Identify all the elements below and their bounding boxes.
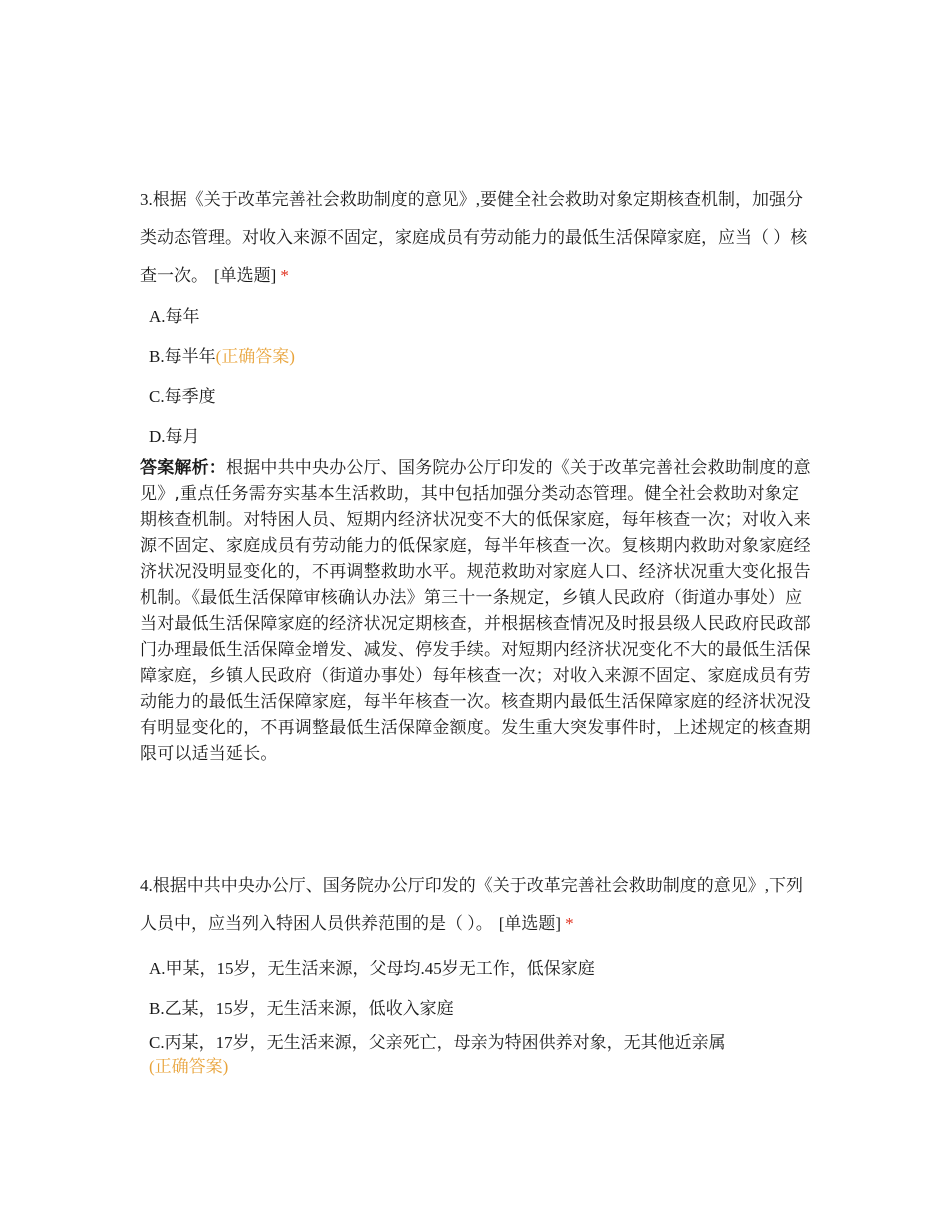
option-c[interactable]: C.每季度 [149,387,216,406]
question-type-label: [单选题] [498,914,562,933]
correct-answer-tag: (正确答案) [215,347,295,366]
answer-analysis [140,455,812,767]
analysis-text: 根据中共中央办公厅、国务院办公厅印发的《关于改革完善社会救助制度的意见》,重点任务需夯实基本生活救助，其中包括加强分类动态管理。健全社会救助对象定期核查机制。对特困人员、短期内经济状况变不大的低保家庭，每年核查一次；对收入来源不固定、家庭成员有劳动能力的低保家庭，每半年核查一次。复核期内救助对象家庭经济状况没明显变化的，不再调整救助水平。规范救助对家庭人口、经济状况重大变化报告机制。《最低生活保障审核确认办法》第三十一条规定，乡镇人民政府（街道办事处）应当对最低生活保障家庭的经济状况定期核查，并根据核查情况及时报县级人民政府民政部门办理最低生活保障金增发、减发、停发手续。对短期内经济状况变化不大的最低生活保障家庭，乡镇人民政府（街道办事处）每年核查一次；对收入来源不固定、家庭成员有劳动能力的最低生活保障家庭，每半年核查一次。核查期内最低生活保障家庭的经济状况没有明显变化的，不再调整最低生活保障金额度。发生重大突发事件时，上述规定的核查期限可以适当延长。 [140,458,811,764]
option-b[interactable]: B.乙某，15岁，无生活来源，低收入家庭 [149,999,454,1018]
question-3 [140,181,810,767]
option-a[interactable]: A.甲某，15岁，无生活来源，父母均.45岁无工作，低保家庭 [149,959,595,978]
question-type-label: [单选题] [214,266,277,285]
option-b[interactable]: B.每半年(正确答案) [149,347,295,366]
question-title: 4.根据中共中央办公厅、国务院办公厅印发的《关于改革完善社会救助制度的意见》,下列人员中，应当列入特困人员供养范围的是（ ）。 [单选题] * [140,876,803,933]
option-list [140,305,810,465]
option-d[interactable]: D.每月 [149,427,200,446]
option-c[interactable]: C.丙某，17岁，无生活来源，父亲死亡，母亲为特困供养对象，无其他近亲属 (正确答案) [149,1033,726,1076]
question-title: 3.根据《关于改革完善社会救助制度的意见》,要健全社会救助对象定期核查机制，加强分类动态管理。对收入来源不固定，家庭成员有劳动能力的最低生活保障家庭，应当（ ）核查一次。 [单选题] * [140,190,808,285]
option-list [140,957,810,1079]
required-mark: * [280,266,289,285]
correct-answer-tag: (正确答案) [149,1057,229,1076]
option-a[interactable]: A.每年 [149,307,200,326]
required-mark: * [565,914,574,933]
question-4 [140,867,810,1079]
analysis-label: 答案解析： [140,458,226,478]
